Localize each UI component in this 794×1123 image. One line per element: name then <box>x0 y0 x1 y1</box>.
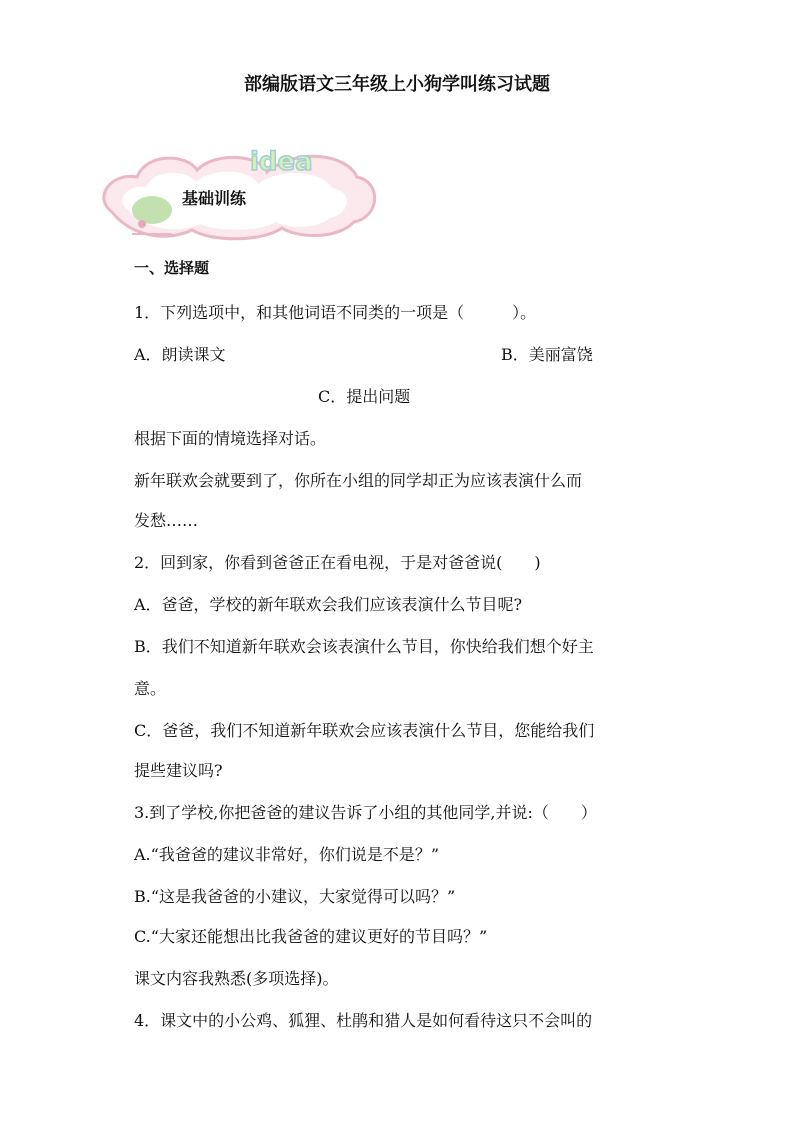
context-intro: 根据下面的情境选择对话。 <box>134 429 327 448</box>
q2-option-c-line-2: 提些建议吗? <box>134 761 223 780</box>
q4-stem: 4．课文中的小公鸡、狐狸、杜鹃和猎人是如何看待这只不会叫的 <box>134 1011 593 1030</box>
q1-option-c: C．提出问题 <box>318 387 411 406</box>
q2-option-b-line-1: B．我们不知道新年联欢会该表演什么节目，你快给我们想个好主 <box>134 637 594 656</box>
svg-text:idea: idea <box>250 147 313 176</box>
q2-option-b-line-2: 意。 <box>134 679 167 698</box>
q1-option-b: B．美丽富饶 <box>501 345 593 364</box>
badge-label: 基础训练 <box>182 189 247 208</box>
context-line-2: 发愁…… <box>134 511 199 530</box>
page-title: 部编版语文三年级上小狗学叫练习试题 <box>244 74 550 95</box>
q1-stem: 1．下列选项中，和其他词语不同类的一项是（ ）。 <box>134 303 537 322</box>
section-heading: 一、选择题 <box>134 259 210 277</box>
q3-option-c: C.“大家还能想出比我爸爸的建议更好的节目吗？” <box>134 927 488 946</box>
content-intro: 课文内容我熟悉(多项选择)。 <box>134 969 339 988</box>
q2-option-c-line-1: C．爸爸，我们不知道新年联欢会应该表演什么节目，您能给我们 <box>134 721 595 740</box>
idea-lettering-icon <box>250 146 370 176</box>
context-line-1: 新年联欢会就要到了，你所在小组的同学却正为应该表演什么而 <box>134 471 583 490</box>
q1-option-a: A．朗读课文 <box>134 345 226 364</box>
q3-stem: 3.到了学校,你把爸爸的建议告诉了小组的其他同学,并说:（ ） <box>134 803 597 822</box>
q2-option-a: A．爸爸，学校的新年联欢会我们应该表演什么节目呢? <box>134 595 523 614</box>
q3-option-b: B.“这是我爸爸的小建议，大家觉得可以吗？” <box>134 887 456 906</box>
section-badge <box>92 142 382 242</box>
q3-option-a: A.“我爸爸的建议非常好，你们说是不是？” <box>134 845 440 864</box>
q2-stem: 2．回到家，你看到爸爸正在看电视，于是对爸爸说( ) <box>134 553 541 572</box>
